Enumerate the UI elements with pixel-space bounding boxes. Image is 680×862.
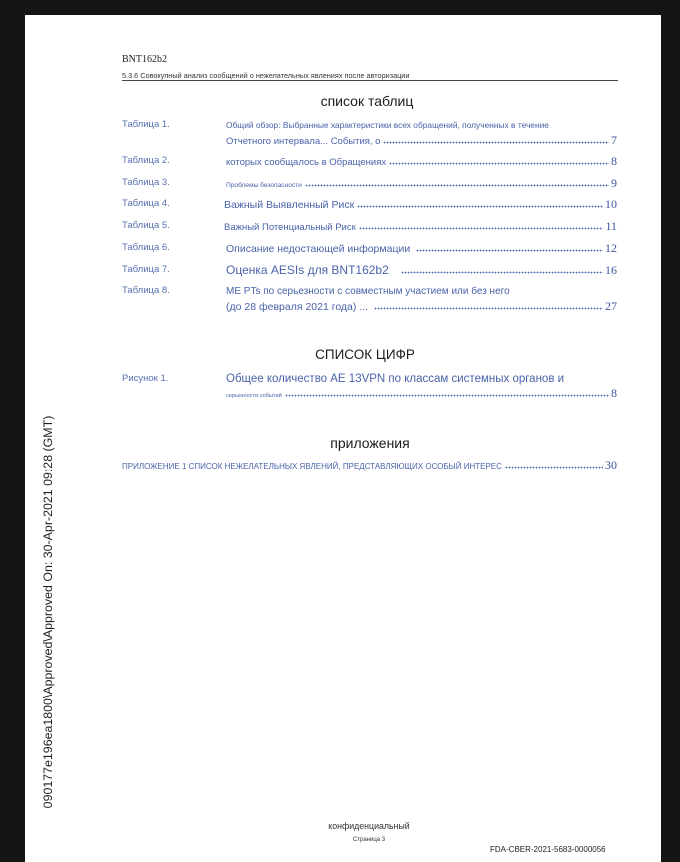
toc-page-number: 27: [605, 299, 617, 313]
toc-page-number: 8: [611, 386, 617, 400]
toc-table-leader-line: [226, 263, 617, 277]
toc-figure-label: Рисунок 1.: [122, 373, 169, 384]
dot-leader: [359, 227, 604, 230]
toc-table-leader-line: [226, 133, 617, 149]
toc-table-leader-line: [226, 241, 617, 256]
document-page: [25, 15, 661, 862]
toc-page-number: 11: [605, 219, 617, 233]
dot-leader: [357, 205, 603, 208]
toc-page-number: 30: [605, 458, 617, 472]
section-title: 5.3.6 Совокупный анализ сообщений о нежелательных явлениях после авторизации: [122, 71, 618, 81]
toc-table-title: Проблемы безопасности: [226, 182, 302, 189]
toc-table-title: Важный Выявленный Риск: [224, 199, 355, 211]
toc-table-title: которых сообщалось в Обращениях: [226, 157, 387, 168]
toc-figure-title-continued: серьезности событий: [226, 393, 282, 399]
toc-table-leader-line: [226, 299, 617, 314]
dot-leader: [505, 466, 603, 469]
toc-figure-leader-line: [226, 386, 617, 403]
toc-table-title: Общий обзор: Выбранные характеристики всех обращений, полученных в течение: [226, 120, 549, 130]
toc-page-number: 9: [611, 176, 617, 190]
toc-table-1[interactable]: [122, 118, 617, 148]
toc-table-2[interactable]: [122, 154, 617, 168]
toc-table-7[interactable]: [122, 263, 617, 277]
toc-table-5[interactable]: [122, 219, 617, 233]
toc-table-leader-line: [224, 219, 617, 235]
toc-table-leader-line: [226, 176, 617, 193]
toc-appendix-leader-line: [122, 458, 617, 474]
toc-table-title: ME PTs по серьезности с совместным участием или без него: [226, 286, 510, 297]
document-id: FDA-CBER-2021-5683-0000056: [490, 845, 606, 854]
toc-page-number: 8: [611, 154, 617, 168]
toc-table-4[interactable]: [122, 197, 617, 211]
toc-table-title: Оценка AESIs для BNT162b2: [226, 263, 389, 277]
toc-table-leader-line: [224, 197, 617, 212]
dot-leader: [374, 307, 603, 310]
toc-table-8[interactable]: [122, 284, 617, 314]
toc-page-number: 10: [605, 197, 617, 211]
toc-table-title-continued: (до 28 февраля 2021 года) ...: [226, 301, 369, 313]
dot-leader: [416, 249, 603, 252]
toc-table-label: Таблица 5.: [122, 220, 170, 231]
dot-leader: [285, 394, 609, 397]
toc-table-label: Таблица 6.: [122, 242, 170, 253]
toc-table-label: Таблица 1.: [122, 119, 170, 130]
toc-appendix-title: ПРИЛОЖЕНИЕ 1 СПИСОК НЕЖЕЛАТЕЛЬНЫХ ЯВЛЕНИЙ, ПРЕДСТАВЛЯЮЩИХ ОСОБЫЙ ИНТЕРЕС: [122, 462, 502, 471]
list-of-tables-heading: список таблиц: [320, 93, 414, 109]
toc-page-number: 7: [611, 133, 617, 147]
page-number-label: Страница 3: [352, 837, 386, 843]
toc-table-label: Таблица 7.: [122, 264, 170, 275]
appendices-heading: приложения: [330, 435, 410, 451]
toc-table-title-continued: Отчетного интервала... События, о: [226, 136, 381, 147]
toc-table-label: Таблица 2.: [122, 155, 170, 166]
toc-table-label: Таблица 8.: [122, 285, 170, 296]
toc-table-title: Важный Потенциальный Риск: [224, 222, 356, 233]
approval-stamp: 090177e196ea1800\Approved\Approved On: 30-Apr-2021 09:28 (GMT): [41, 415, 55, 809]
dot-leader: [389, 162, 609, 165]
toc-page-number: 12: [605, 241, 617, 255]
dot-leader: [305, 184, 609, 187]
dot-leader: [383, 141, 609, 144]
toc-page-number: 16: [605, 263, 617, 277]
toc-table-label: Таблица 3.: [122, 177, 170, 188]
toc-figure-1[interactable]: [122, 372, 617, 402]
toc-table-6[interactable]: [122, 241, 617, 255]
dot-leader: [401, 271, 603, 274]
toc-table-label: Таблица 4.: [122, 198, 170, 209]
toc-appendix-1[interactable]: [122, 458, 617, 472]
toc-figure-title: Общее количество AE 13VPN по классам системных органов и: [226, 373, 565, 385]
list-of-figures-heading: СПИСОК ЦИФР: [315, 347, 415, 362]
toc-table-leader-line: [226, 154, 617, 170]
toc-table-title: Описание недостающей информации: [226, 243, 411, 255]
confidentiality-label: конфиденциальный: [328, 821, 410, 831]
product-name: BNT162b2: [122, 54, 167, 65]
toc-table-3[interactable]: [122, 176, 617, 190]
